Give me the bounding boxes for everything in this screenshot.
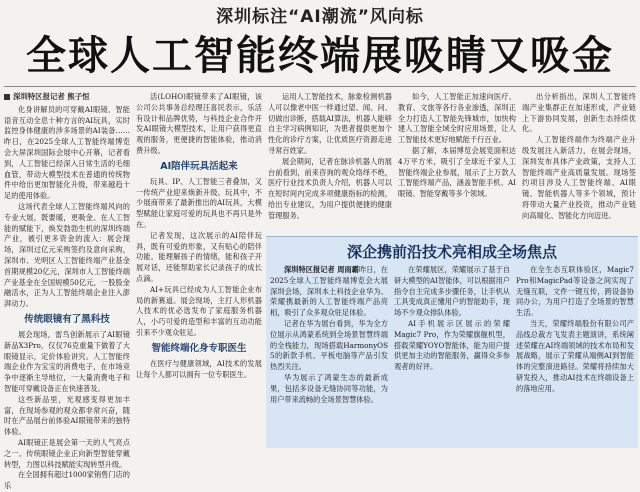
paragraph: 人工智能终端作为终端产业升级发展注入新活力，在展会现场，深圳发布具体产业政策，支持人工智能终端产业高质量发展。现场签约项目涉及人工智能终端、AI眼镜、智能机器人等多个领域，预计将带动大量产业投资，推动产业链向高端化、智能化方向迈进。: [522, 135, 636, 220]
header-divider: [4, 86, 636, 87]
paragraph: 在医疗与健康领域，AI技术的发展让每个人都可以拥有一位专职医生。: [136, 358, 262, 379]
paragraph: 记者在华为展台看到，华为全方位展示从鸿蒙系统到全场景智慧终端的全栈能力，现场搭载HarmonyOS 5的新款手机、平板电脑等产品引发热烈关注。: [270, 318, 388, 372]
paragraph: 化身讲解员的可穿戴AI眼镜、智能语音互动全息十种方言的AI玩具，实时监控身体健康的涉多场景的AI装备……昨日，在2025全球人工智能终端博览会大屏深圳国际会展中心开幕，记者看到，人工智能已经深入日常生活的毛细血管，带动大模型技术在普通的传统物件中给出更加智能化升级，带来越趋十足的使用体验。: [4, 104, 130, 201]
paragraph: 出分析指出，深圳人工智能终端产业集群正在加速形成，产业链上下游协同发展，创新生态持续优化。: [522, 92, 636, 134]
feature-sidebar-box: [266, 236, 638, 448]
article-column-1: [4, 92, 130, 491]
article-column-2: [136, 92, 262, 450]
feature-column-3: [516, 265, 634, 446]
paragraph: 如今，人工智能正加速向医疗、教育、文旅等各行各业渗透，深圳正全力打造人工智能先锋城市，加快构建人工智能全域全时应用场景，让人工智能技术更好地赋能千行百业。: [398, 92, 516, 145]
headline: 全球人工智能终端展吸睛又吸金: [26, 33, 614, 79]
paragraph: 玩具、IP、人工智能三者叠加，又一传统产业迎来焕新升级。玩具中，不少展商带来了最新推出的AI玩具，大模型赋能让家庭可爱的玩具也不再只是外在。: [136, 176, 262, 229]
byline: [4, 92, 130, 103]
paragraph: 据了解，本届博览会展览面积达4万平方米，吸引了全球近千家人工智能终端企业参展，展示了上万款人工智能终端产品，涵盖智能手机、AI眼镜、智能穿戴等多个领域。: [398, 145, 516, 199]
paragraph: 这场代表全球人工智能终端风向的专业大展，既要暖，更吸金。在人工智能的赋能下，焕发勃勃生机的深圳终端产业，被引更多资金的流入：展会现场，深圳过亿元采购签约及意向采购，深圳市、光明区人工智能终端产业基金首期规模20亿元，深圳市人工智能终端产业基金在全国规模50亿元，一股股金融活水，正为人工智能终端企业注入澎湃动力。: [4, 201, 130, 309]
paragraph: [270, 265, 388, 319]
article-column-5: [522, 92, 636, 232]
feature-byline: 深圳特区报记者 周雨霸: [284, 265, 360, 274]
paragraph: 当天，荣耀终端股份有限公司产品线总裁方飞发表主题演讲，系统阐述荣耀在AI终端领域的技术布局和发展战略，展示了荣耀从端侧AI到智能体的完整演进路径。荣耀将持续加大研发投入，推动AI技术在终端设备上的落地应用。: [516, 318, 634, 393]
paragraph: 展会期间，记者在脉诊机器人的展台前看到，前来咨询的观众络绎不绝，医疗行业技术负责人介绍，机器人可以在短时间内完成多项健康指标的检测，给出专业建议，为用户提供便捷的健康管理服务。: [268, 156, 392, 220]
article-column-3: [268, 92, 392, 232]
paragraph: AI眼镜正是展会第一天的人气亮点之一。传统眼镜企业正向新型智能穿戴转型，力图以科技赋能实现转型升级。: [4, 437, 130, 469]
section-subhead: AI陪伴玩具活起来: [160, 160, 238, 172]
paragraph: 华为展示了鸿蒙生态的最新成果，包括多设备无缝协同等功能，为用户带来流畅的全场景智慧体验。: [270, 372, 388, 404]
paragraph-text: 昨日，在2025全球人工智能终端博览会大展深圳会场，深圳本土科技企业华为、荣耀携最新的人工智能终端产品亮相，吸引了众多观众驻足体验。: [270, 265, 388, 318]
section-subhead: 传统眼镜有了黑科技: [24, 313, 110, 325]
byline-text: 深圳特区报记者 熊子恒: [13, 92, 90, 101]
paragraph: 记者发现，这次展示的AI陪伴玩具，既有可爱的形象，又有贴心的陪伴功能，能理解孩子的情绪，能和孩子开展对话，还能帮助家长记录孩子的成长点滴。: [136, 230, 262, 283]
paragraph: 在全生态互联体验区，Magic7 Pro和MagicPad等设备之间实现了无缝互联，文件一键互传，跨设备协同办公，为用户打造了全场景的智慧生活。: [516, 265, 634, 318]
paragraph: 展会现场，雷鸟创新展示了AI眼镜新品X3Pro，仅仅76克重量下做着了大眼镜显示，定价体验讲究。人工智能终端企业作为宝宝的消费电子，在市场竞争中逐渐主导地位，一大量消费电子和智能可穿戴设备正在快速普及。: [4, 329, 130, 393]
paragraph: AI手机展示区展示的荣耀Magic7 Pro，作为荣耀旗舰机型，搭载荣耀YOYO智能体，能为用户提供更加主动的智能服务，赢得众多参观者的好评。: [394, 318, 510, 372]
paragraph: 在全国拥有超过1000家销售门店的乐: [4, 470, 130, 491]
paragraph: 这些新品里，光观感变得更加丰富，在现场参观的观众都非常兴奋，随时在产品展台前体验AI眼镜带来的独特体验。: [4, 394, 130, 437]
paragraph: 运用人工智能技术，脉象检测机器人可以像老中医一样通过望、闻、问、切做出诊断，搭载AI算法，机器人能够自主学习病例知识，为患者提供更加个性化的诊疗方案，让优质医疗资源走进寻常百姓家。: [268, 92, 392, 155]
feature-column-1: [270, 265, 388, 446]
feature-title: 深企携前沿技术亮相成全场焦点: [346, 243, 557, 261]
section-subhead: 智能终端化身专职医生: [151, 342, 247, 354]
article-column-4: [398, 92, 516, 232]
paragraph: AI+玩具已经成为人工智能企业布局的新赛道。展会现场，主打人形机器人技术的优必选发布了家庭服务机器人，小巧可爱的造型和丰富的互动功能引来不少观众驻足。: [136, 284, 262, 337]
square-bullet-icon: [4, 94, 10, 100]
kicker-subtitle: 深圳标注“AI潮流”风向标: [216, 7, 424, 27]
feature-column-2: [394, 265, 510, 446]
paragraph: 活(LOHO)眼镜带来了AI眼镜，该公司公共事务总经理汪喜民表示，乐活有设计和品牌优势，与科技企业合作开发AI眼镜大模型技术，让用户获得更直观的服务，更便捷的智能体验，推动消费升级。: [136, 92, 262, 155]
paragraph: 在荣耀展区，荣耀展示了基于自研大模型的AI智能体，可以根据用户指令自主完成多步骤任务，让手机从工具变成真正懂用户的智能助手，现场不少观众排队体验。: [394, 265, 510, 318]
